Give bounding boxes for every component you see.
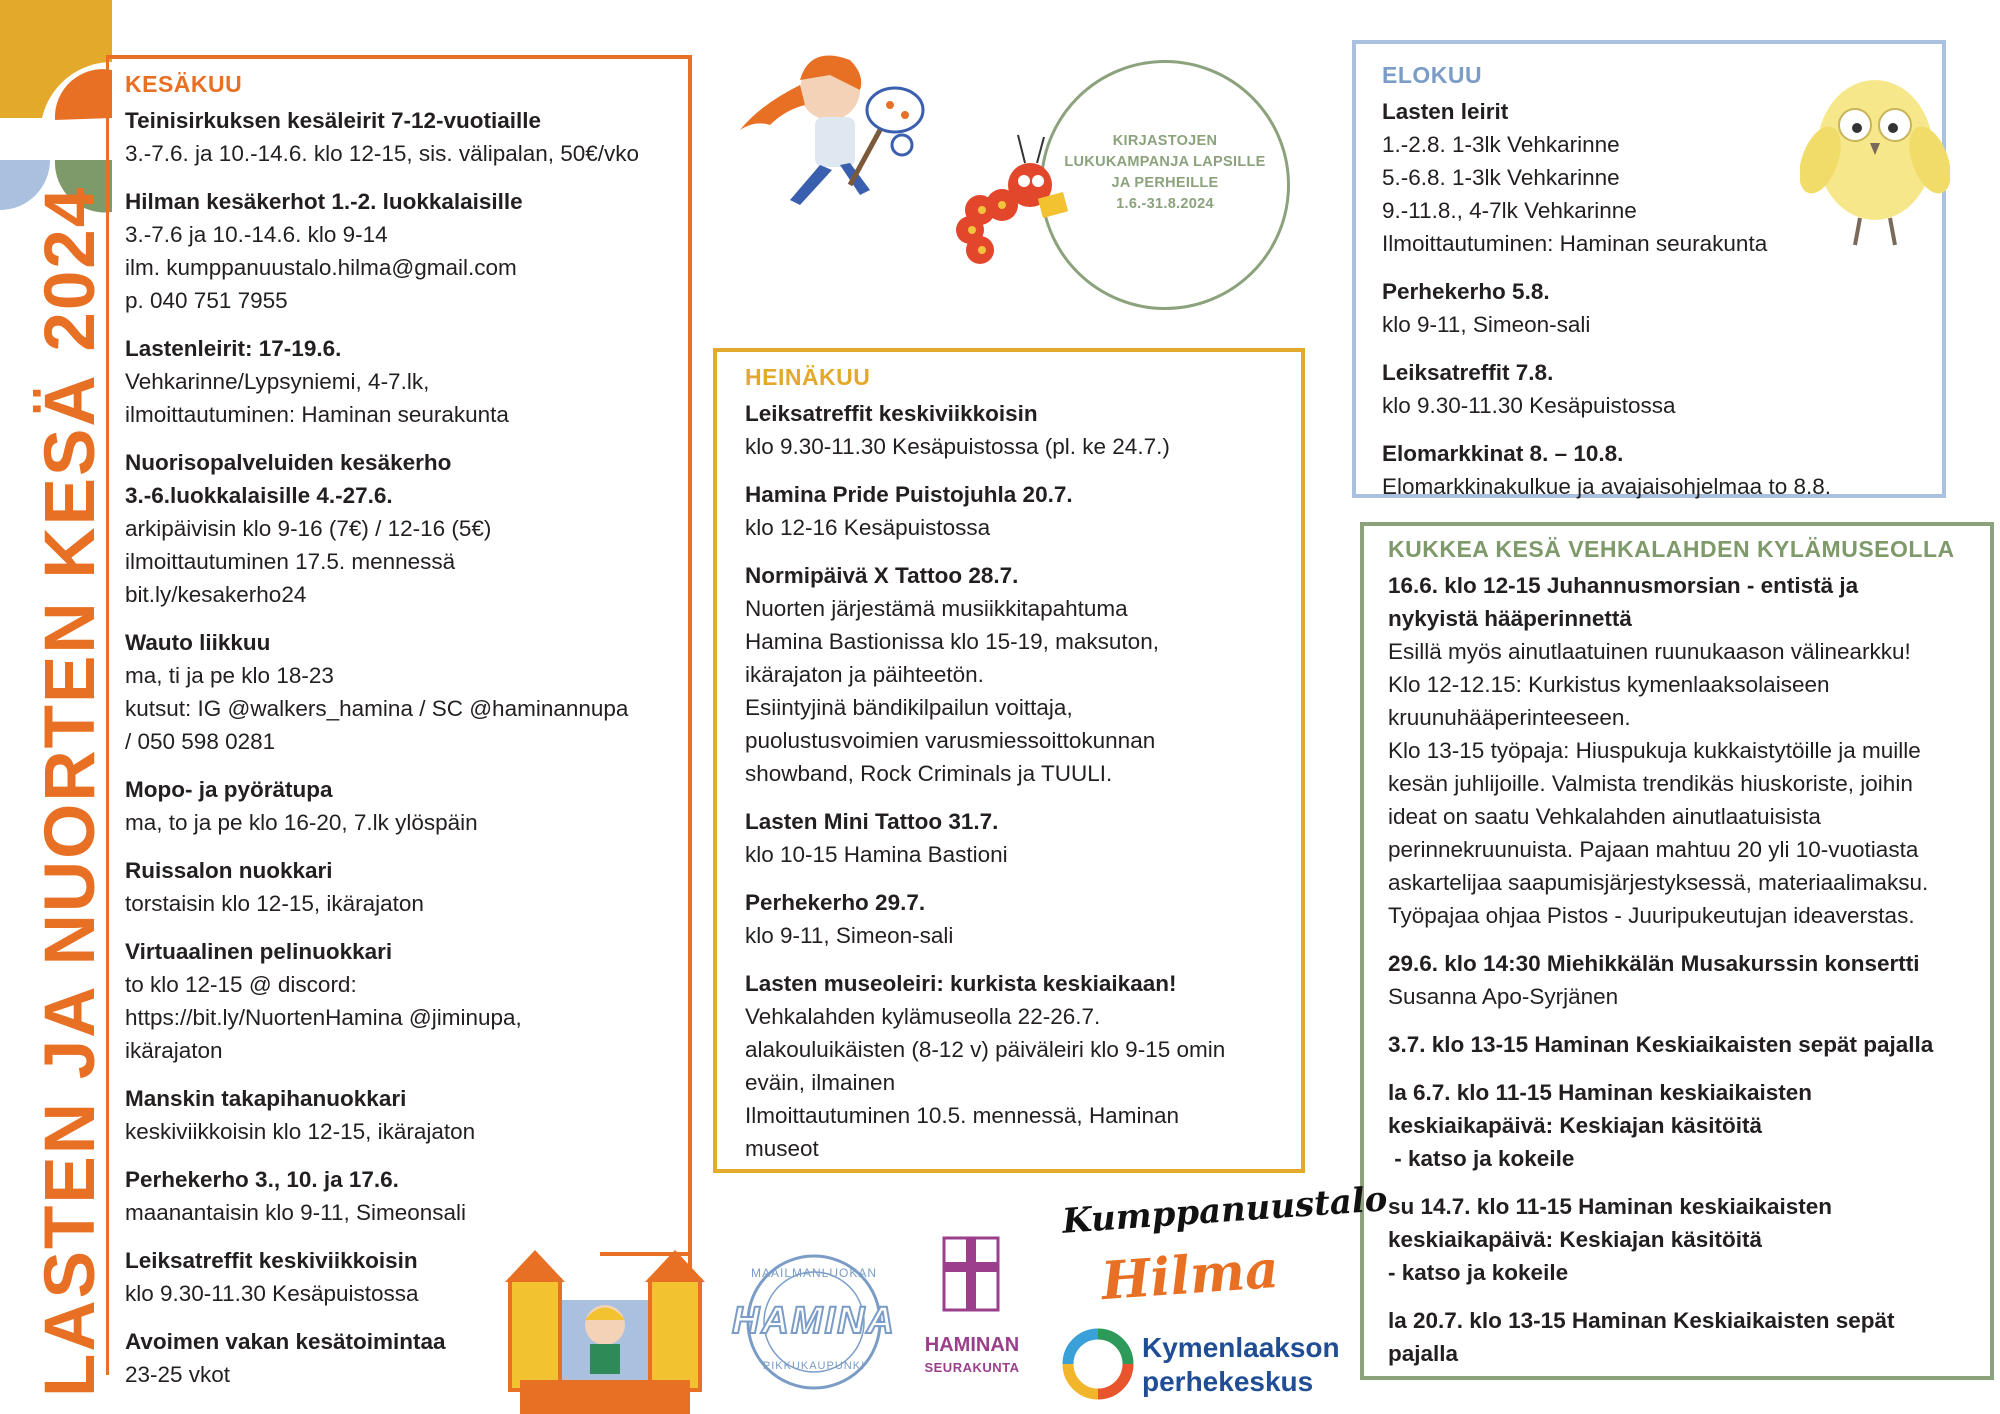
kukkea-item-line: askartelijaa saapumisjärjestyksessä, materiaalimaksu. xyxy=(1388,870,1929,895)
heinakuu-item xyxy=(745,559,1287,790)
campaign-line1: KIRJASTOJEN xyxy=(1112,133,1218,149)
elokuu-item-line: Elomarkkinakulkue ja avajaisohjelmaa to 8.8. xyxy=(1382,474,1831,499)
heinakuu-item xyxy=(745,967,1287,1165)
kukkea-item-line: Susanna Apo-Syrjänen xyxy=(1388,984,1619,1009)
kukkea-item-line: kesän juhlijoille. Valmista trendikäs hiuskoriste, joihin xyxy=(1388,771,1913,796)
kukkea-item-line: kruunuhääperinteeseen. xyxy=(1388,705,1631,730)
heinakuu-item xyxy=(745,397,1287,463)
heinakuu-item-line: klo 9-11, Simeon-sali xyxy=(745,923,954,948)
heinakuu-item xyxy=(745,805,1287,871)
elokuu-item xyxy=(1382,356,1928,422)
elokuu-item-title: Leiksatreffit 7.8. xyxy=(1382,360,1554,385)
seurakunta-line1: HAMINAN xyxy=(924,1334,1020,1356)
perhekeskus-line2: perhekeskus xyxy=(1142,1366,1314,1397)
kesakuu-item-line: Vehkarinne/Lypsyniemi, 4-7.lk, xyxy=(125,369,430,394)
kesakuu-item xyxy=(125,854,674,920)
hamina-logo xyxy=(714,1248,914,1393)
heinakuu-item-line: Hamina Bastionissa klo 15-19, maksuton, xyxy=(745,629,1159,654)
bouncy-castle-illustration xyxy=(490,1240,720,1414)
kukkea-item xyxy=(1388,569,1980,932)
kukkea-item-line: Esillä myös ainutlaatuinen ruunukaason välinearkku! xyxy=(1388,639,1911,664)
kukkea-item-line: Klo 12-12.15: Kurkistus kymenlaaksolaiseen xyxy=(1388,672,1830,697)
kukkea-item-title: - katso ja kokeile xyxy=(1388,1146,1575,1171)
kesakuu-item-line: ma, to ja pe klo 16-20, 7.lk ylöspäin xyxy=(125,810,478,835)
kesakuu-item xyxy=(125,332,674,431)
kukkea-item-title: keskiaikapäivä: Keskiajan käsitöitä xyxy=(1388,1227,1762,1252)
elokuu-item-title: Perhekerho 5.8. xyxy=(1382,279,1550,304)
kesakuu-item-line: ilmoittautuminen 17.5. mennessä xyxy=(125,549,456,574)
kesakuu-item-title: Ruissalon nuokkari xyxy=(125,858,333,883)
kukkea-box xyxy=(1360,522,1994,1380)
heinakuu-item xyxy=(745,886,1287,952)
kukkea-list xyxy=(1388,569,1980,1370)
hamina-arc-bottom: PIKKUKAUPUNKI xyxy=(762,1360,866,1372)
kesakuu-box xyxy=(106,55,692,1387)
elokuu-item-line: 9.-11.8., 4-7lk Vehkarinne xyxy=(1382,198,1637,223)
heinakuu-item-line: Nuorten järjestämä musiikkitapahtuma xyxy=(745,596,1128,621)
kukkea-item xyxy=(1388,1304,1980,1370)
kukkea-item-line: Klo 13-15 työpaja: Hiuspukuja kukkaistytöille ja muille xyxy=(1388,738,1921,763)
kesakuu-item-line: 23-25 vkot xyxy=(125,1362,231,1387)
kukkea-item-title: keskiaikapäivä: Keskiajan käsitöitä xyxy=(1388,1113,1762,1138)
kukkea-item-title: 3.7. klo 13-15 Haminan Keskiaikaisten sepät pajalla xyxy=(1388,1032,1934,1057)
elokuu-item xyxy=(1382,275,1928,341)
kesakuu-item-line: maanantaisin klo 9-11, Simeonsali xyxy=(125,1200,467,1225)
kesakuu-item-line: bit.ly/kesakerho24 xyxy=(125,582,307,607)
kesakuu-item-title: Lastenleirit: 17-19.6. xyxy=(125,336,342,361)
kesakuu-item-title: Virtuaalinen pelinuokkari xyxy=(125,939,393,964)
kesakuu-item-line: ikärajaton xyxy=(125,1038,223,1063)
heinakuu-item-title: Hamina Pride Puistojuhla 20.7. xyxy=(745,482,1073,507)
kesakuu-item xyxy=(125,626,674,758)
kesakuu-item xyxy=(125,446,674,611)
kesakuu-item-line: p. 040 751 7955 xyxy=(125,288,288,313)
kesakuu-item-line: / 050 598 0281 xyxy=(125,729,276,754)
kukkea-item-line: perinnekruunuista. Pajaan mahtuu 20 yli 10-vuotiasta xyxy=(1388,837,1919,862)
kukkea-item-title: - katso ja kokeile xyxy=(1388,1260,1569,1285)
kesakuu-item-title: Manskin takapihanuokkari xyxy=(125,1086,407,1111)
caterpillar-illustration xyxy=(940,125,1090,275)
heinakuu-box xyxy=(713,348,1305,1173)
kesakuu-item-title: 3.-6.luokkalaisille 4.-27.6. xyxy=(125,483,393,508)
seurakunta-line2: SEURAKUNTA xyxy=(924,1360,1020,1375)
kesakuu-item-title: Perhekerho 3., 10. ja 17.6. xyxy=(125,1167,399,1192)
kesakuu-item-line: 3.-7.6. ja 10.-14.6. klo 12-15, sis. välipalan, 50€/vko xyxy=(125,141,640,166)
kesakuu-item-line: keskiviikkoisin klo 12-15, ikärajaton xyxy=(125,1119,476,1144)
heinakuu-item-title: Lasten museoleiri: kurkista keskiaikaan! xyxy=(745,971,1177,996)
kumppanuustalo-label: Kumppanuustalo xyxy=(1060,1179,1389,1242)
kesakuu-item-title: Avoimen vakan kesätoimintaa xyxy=(125,1329,446,1354)
campaign-line4: 1.6.-31.8.2024 xyxy=(1116,196,1214,212)
kukkea-item-line: Työpajaa ohjaa Pistos - Juuripukeutujan ideaverstas. xyxy=(1388,903,1915,928)
kesakuu-item-line: ma, ti ja pe klo 18-23 xyxy=(125,663,334,688)
kesakuu-item-line: https://bit.ly/NuortenHamina @jiminupa, xyxy=(125,1005,522,1030)
kukkea-item xyxy=(1388,1190,1980,1289)
kesakuu-item-line: ilm. kumppanuustalo.hilma@gmail.com xyxy=(125,255,517,280)
heinakuu-item-line: showband, Rock Criminals ja TUULI. xyxy=(745,761,1113,786)
kukkea-item xyxy=(1388,947,1980,1013)
elokuu-item-line: 1.-2.8. 1-3lk Vehkarinne xyxy=(1382,132,1620,157)
kukkea-item xyxy=(1388,1028,1980,1061)
kesakuu-item-line: kutsut: IG @walkers_hamina / SC @haminannupa xyxy=(125,696,629,721)
kukkea-item-title: 29.6. klo 14:30 Miehikkälän Musakurssin konsertti xyxy=(1388,951,1920,976)
kukkea-item-title: la 20.7. klo 13-15 Haminan Keskiaikaisten sepät xyxy=(1388,1308,1895,1333)
elokuu-item xyxy=(1382,437,1928,503)
corner-decoration xyxy=(0,0,115,215)
kesakuu-list xyxy=(125,104,674,1391)
owl-illustration xyxy=(1800,55,1950,255)
elokuu-heading: ELOKUU xyxy=(1382,62,1483,88)
elokuu-item-line: 5.-6.8. 1-3lk Vehkarinne xyxy=(1382,165,1620,190)
elokuu-item-title: Lasten leirit xyxy=(1382,99,1509,124)
heinakuu-list xyxy=(745,397,1287,1165)
elokuu-item-line: klo 9-11, Simeon-sali xyxy=(1382,312,1591,337)
kukkea-item-title: pajalla xyxy=(1388,1341,1459,1366)
perhekeskus-ring-icon xyxy=(1062,1328,1134,1400)
seurakunta-cross-icon xyxy=(940,1234,1002,1314)
elokuu-item-line: klo 9.30-11.30 Kesäpuistossa xyxy=(1382,393,1676,418)
kesakuu-item-line: ilmoittautuminen: Haminan seurakunta xyxy=(125,402,509,427)
kesakuu-item-title: Nuorisopalveluiden kesäkerho xyxy=(125,450,452,475)
kukkea-item-line: ideat on saatu Vehkalahden ainutlaatuisista xyxy=(1388,804,1821,829)
kesakuu-item xyxy=(125,185,674,317)
heinakuu-item-line: alakouluikäisten (8-12 v) päiväleiri klo 9-15 omin xyxy=(745,1037,1226,1062)
kesakuu-item-title: Teinisirkuksen kesäleirit 7-12-vuotiaille xyxy=(125,108,542,133)
kukkea-item-title: nykyistä hääperinnettä xyxy=(1388,606,1632,631)
heinakuu-item-line: museot xyxy=(745,1136,819,1161)
kesakuu-item xyxy=(125,1082,674,1148)
kesakuu-item-title: Mopo- ja pyörätupa xyxy=(125,777,333,802)
campaign-line2: LUKUKAMPANJA LAPSILLE xyxy=(1064,154,1266,170)
hamina-arc-top: MAAILMANLUOKAN xyxy=(750,1266,878,1280)
girl-hobby-horse-illustration xyxy=(700,35,960,210)
heinakuu-item-line: Esiintyjinä bändikilpailun voittaja, xyxy=(745,695,1073,720)
kesakuu-item-line: to klo 12-15 @ discord: xyxy=(125,972,357,997)
kukkea-item-title: la 6.7. klo 11-15 Haminan keskiaikaisten xyxy=(1388,1080,1812,1105)
heinakuu-item-line: ikärajaton ja päihteetön. xyxy=(745,662,984,687)
kesakuu-item-line: torstaisin klo 12-15, ikärajaton xyxy=(125,891,424,916)
side-title: LASTEN JA NUORTEN KESÄ 2024 xyxy=(31,185,110,1397)
campaign-line3: JA PERHEILLE xyxy=(1111,175,1219,191)
kesakuu-item-title: Leiksatreffit keskiviikkoisin xyxy=(125,1248,418,1273)
heinakuu-item-line: klo 10-15 Hamina Bastioni xyxy=(745,842,1008,867)
kesakuu-item xyxy=(125,104,674,170)
heinakuu-item xyxy=(745,478,1287,544)
kesakuu-item xyxy=(125,1163,674,1229)
heinakuu-item-line: klo 9.30-11.30 Kesäpuistossa (pl. ke 24.7.) xyxy=(745,434,1170,459)
heinakuu-item-line: puolustusvoimien varusmiessoittokunnan xyxy=(745,728,1156,753)
kesakuu-item xyxy=(125,935,674,1067)
perhekeskus-line1: Kymenlaakson xyxy=(1142,1332,1340,1363)
kesakuu-heading: KESÄKUU xyxy=(125,71,243,97)
kesakuu-item-title: Hilman kesäkerhot 1.-2. luokkalaisille xyxy=(125,189,523,214)
kesakuu-item-line: klo 9.30-11.30 Kesäpuistossa xyxy=(125,1281,419,1306)
heinakuu-item-title: Normipäivä X Tattoo 28.7. xyxy=(745,563,1019,588)
heinakuu-item-line: eväin, ilmainen xyxy=(745,1070,896,1095)
elokuu-item-line: Ilmoittautuminen: Haminan seurakunta xyxy=(1382,231,1768,256)
elokuu-item-title: Elomarkkinat 8. – 10.8. xyxy=(1382,441,1624,466)
kukkea-item xyxy=(1388,1076,1980,1175)
kukkea-item-title: su 14.7. klo 11-15 Haminan keskiaikaisten xyxy=(1388,1194,1833,1219)
hamina-word: HAMINA xyxy=(732,1300,896,1342)
heinakuu-item-title: Lasten Mini Tattoo 31.7. xyxy=(745,809,999,834)
hilma-label: Hilma xyxy=(1099,1238,1281,1313)
kesakuu-item-line: 3.-7.6 ja 10.-14.6. klo 9-14 xyxy=(125,222,388,247)
heinakuu-item-title: Leiksatreffit keskiviikkoisin xyxy=(745,401,1038,426)
kesakuu-item xyxy=(125,773,674,839)
heinakuu-item-line: klo 12-16 Kesäpuistossa xyxy=(745,515,991,540)
heinakuu-item-line: Ilmoittautuminen 10.5. mennessä, Haminan xyxy=(745,1103,1179,1128)
kesakuu-item-title: Wauto liikkuu xyxy=(125,630,271,655)
heinakuu-item-line: Vehkalahden kylämuseolla 22-26.7. xyxy=(745,1004,1101,1029)
kukkea-item-title: 16.6. klo 12-15 Juhannusmorsian - entistä ja xyxy=(1388,573,1859,598)
heinakuu-item-title: Perhekerho 29.7. xyxy=(745,890,926,915)
kesakuu-item-line: arkipäivisin klo 9-16 (7€) / 12-16 (5€) xyxy=(125,516,492,541)
heinakuu-heading: HEINÄKUU xyxy=(745,364,871,390)
kukkea-heading: KUKKEA KESÄ VEHKALAHDEN KYLÄMUSEOLLA xyxy=(1388,536,1955,562)
